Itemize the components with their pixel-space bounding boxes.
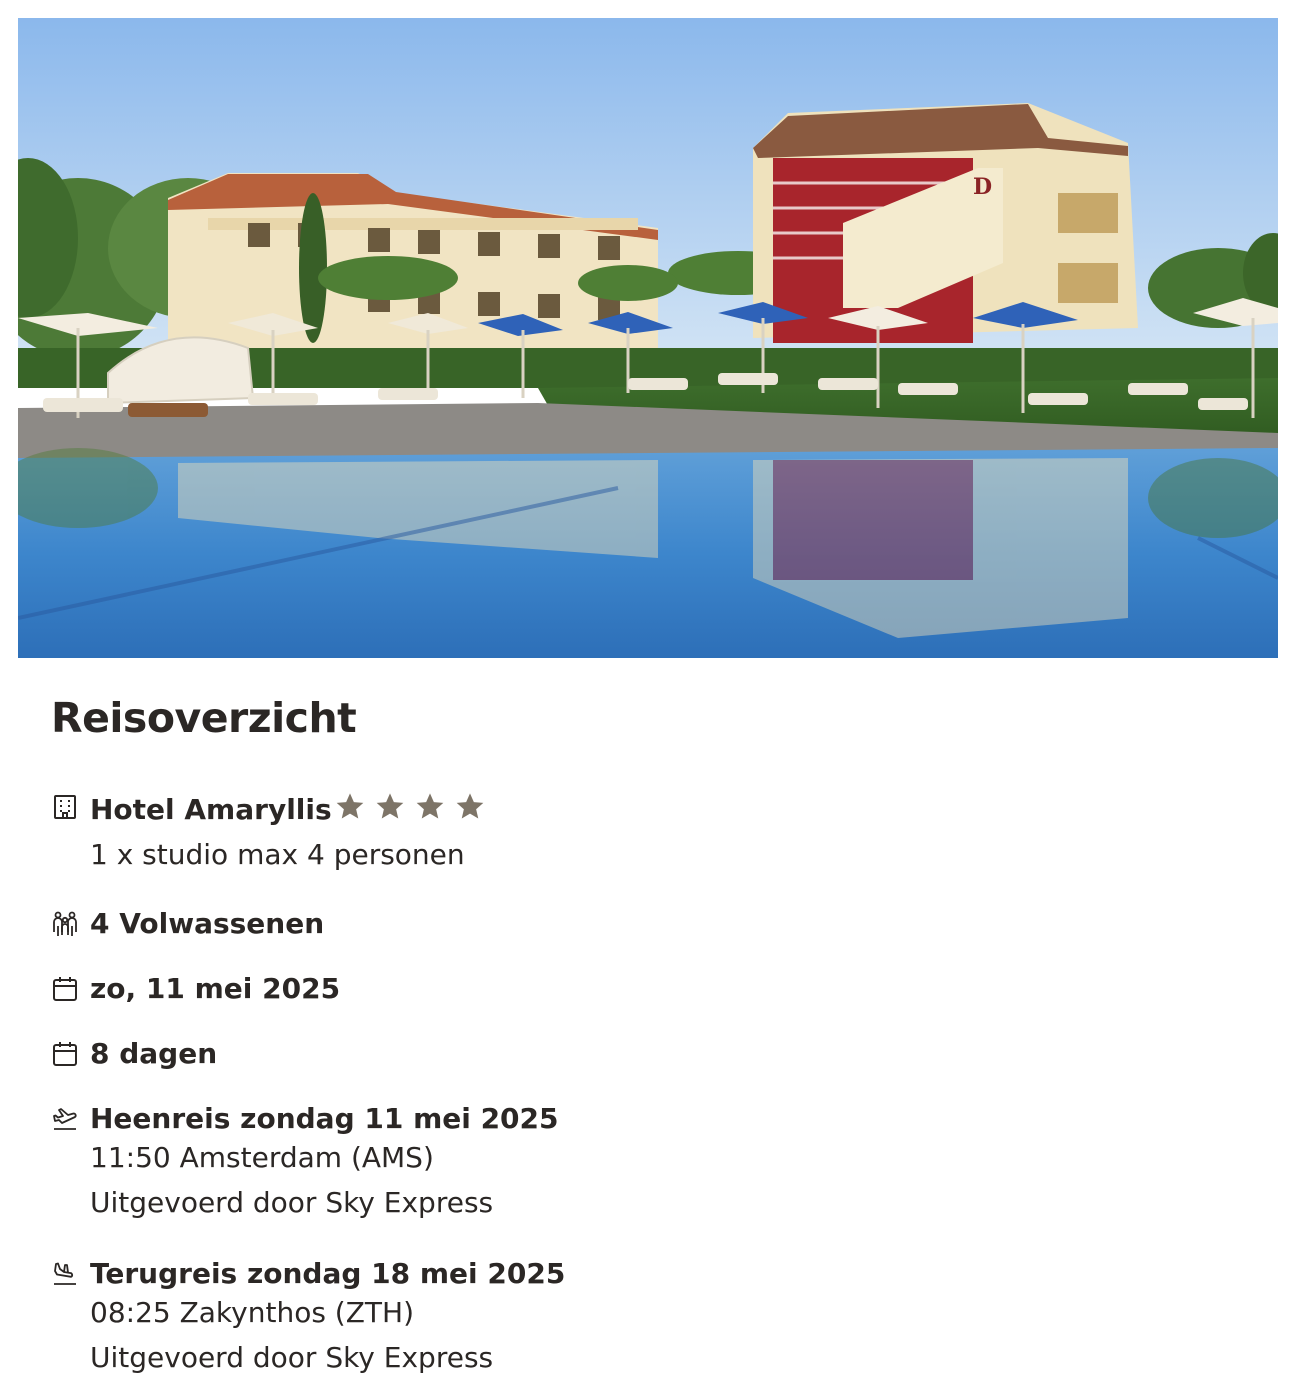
star-icon xyxy=(374,790,406,822)
star-icon xyxy=(414,790,446,822)
inbound-time-place: 08:25 Zakynthos (ZTH) xyxy=(90,1296,414,1329)
page-title: Reisoverzicht xyxy=(51,694,357,742)
people-icon xyxy=(51,910,79,938)
building-icon xyxy=(51,793,79,821)
inbound-operator: Uitgevoerd door Sky Express xyxy=(90,1341,494,1374)
room-description: 1 x studio max 4 personen xyxy=(90,838,465,871)
hotel-pool-photo xyxy=(18,18,1278,658)
plane-arrival-icon xyxy=(51,1260,79,1288)
calendar-icon xyxy=(51,975,79,1003)
plane-departure-icon xyxy=(51,1105,79,1133)
outbound-label: Heenreis zondag 11 mei 2025 xyxy=(90,1102,559,1135)
departure-date-label: zo, 11 mei 2025 xyxy=(90,972,341,1005)
hotel-name: Hotel Amaryllis xyxy=(90,793,332,826)
star-icon xyxy=(454,790,486,822)
star-icon xyxy=(334,790,366,822)
hotel-star-rating xyxy=(334,790,494,830)
svg-text:D: D xyxy=(973,174,993,200)
duration-label: 8 dagen xyxy=(90,1037,218,1070)
travellers-label: 4 Volwassenen xyxy=(90,907,325,940)
outbound-operator: Uitgevoerd door Sky Express xyxy=(90,1186,494,1219)
hotel-photo xyxy=(18,18,1278,658)
inbound-label: Terugreis zondag 18 mei 2025 xyxy=(90,1257,566,1290)
calendar-icon xyxy=(51,1040,79,1068)
outbound-time-place: 11:50 Amsterdam (AMS) xyxy=(90,1141,434,1174)
